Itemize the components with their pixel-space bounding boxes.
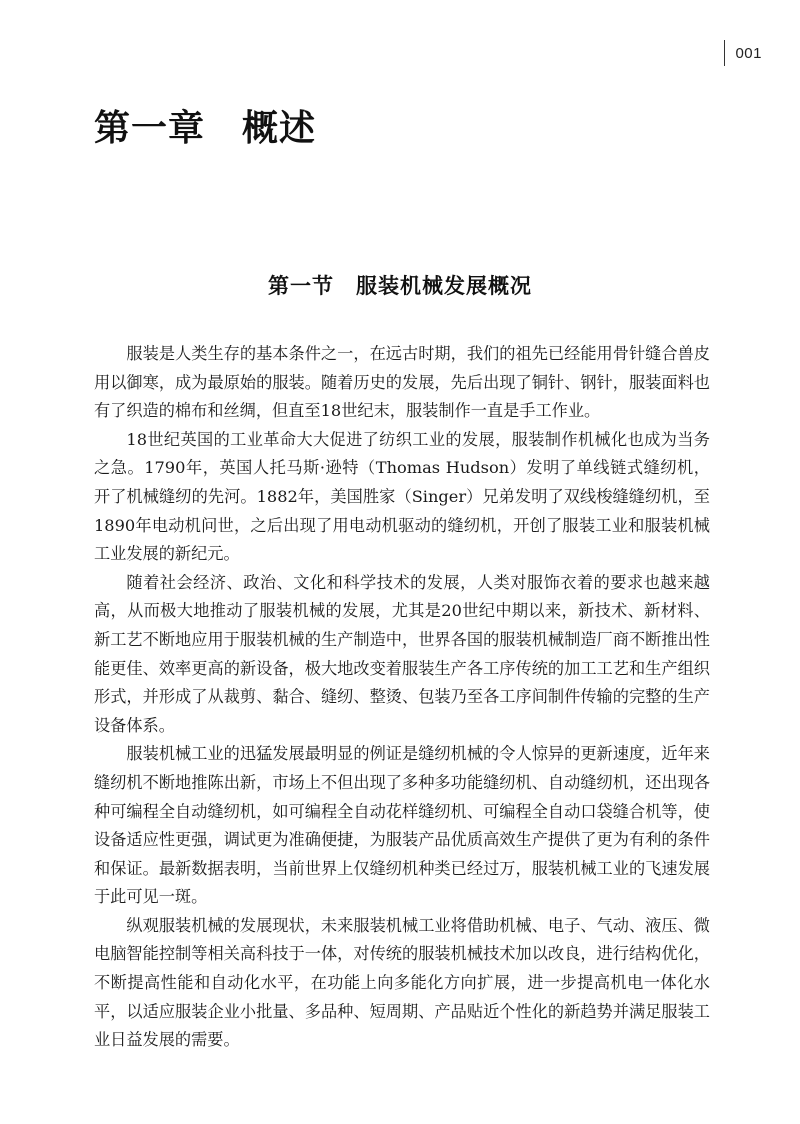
page-number-divider: [724, 40, 725, 66]
chapter-title: 第一章 概述: [94, 107, 317, 149]
page-number: 001: [735, 44, 762, 62]
paragraph-4: 服装机械工业的迅猛发展最明显的例证是缝纫机械的令人惊异的更新速度，近年来缝纫机不断地推陈出新，市场上不但出现了多种多功能缝纫机、自动缝纫机，还出现各种可编程全自动缝纫机，如可编程全自动花样缝纫机、可编程全自动口袋缝合机等，使设备适应性更强，调试更为准确便捷，为服装产品优质高效生产提供了更为有利的条件和保证。最新数据表明，当前世界上仅缝纫机种类已经过万，服装机械工业的飞速发展于此可见一斑。: [94, 744, 710, 907]
paragraph-1: 服装是人类生存的基本条件之一，在远古时期，我们的祖先已经能用骨针缝合兽皮用以御寒，成为最原始的服装。随着历史的发展，先后出现了铜针、钢针，服装面料也有了织造的棉布和丝绸，但直至18世纪末，服装制作一直是手工作业。: [94, 344, 710, 421]
section-title: 第一节 服装机械发展概况: [268, 274, 532, 298]
paragraph-3: 随着社会经济、政治、文化和科学技术的发展，人类对服饰衣着的要求也越来越高，从而极大地推动了服装机械的发展，尤其是20世纪中期以来，新技术、新材料、新工艺不断地应用于服装机械的生产制造中，世界各国的服装机械制造厂商不断推出性能更佳、效率更高的新设备，极大地改变着服装生产各工序传统的加工工艺和生产组织形式，并形成了从裁剪、黏合、缝纫、整烫、包装乃至各工序间制件传输的完整的生产设备体系。: [94, 572, 710, 735]
page-header: [724, 40, 762, 66]
paragraph-2: 18世纪英国的工业革命大大促进了纺织工业的发展，服装制作机械化也成为当务之急。1790年，英国人托马斯·逊特（Thomas Hudson）发明了单线链式缝纫机，开了机械缝纫的先河。1882年，美国胜家（Singer）兄弟发明了双线梭缝缝纫机，至1890年电动机问世，之后出现了用电动机驱动的缝纫机，开创了服装工业和服装机械工业发展的新纪元。: [94, 429, 710, 564]
paragraph-5: 纵观服装机械的发展现状，未来服装机械工业将借助机械、电子、气动、液压、微电脑智能控制等相关高科技于一体，对传统的服装机械技术加以改良，进行结构优化，不断提高性能和自动化水平，在功能上向多能化方向扩展，进一步提高机电一体化水平，以适应服装企业小批量、多品种、短周期、产品贴近个性化的新趋势并满足服装工业日益发展的需要。: [94, 915, 710, 1050]
body-text: [94, 340, 710, 1055]
